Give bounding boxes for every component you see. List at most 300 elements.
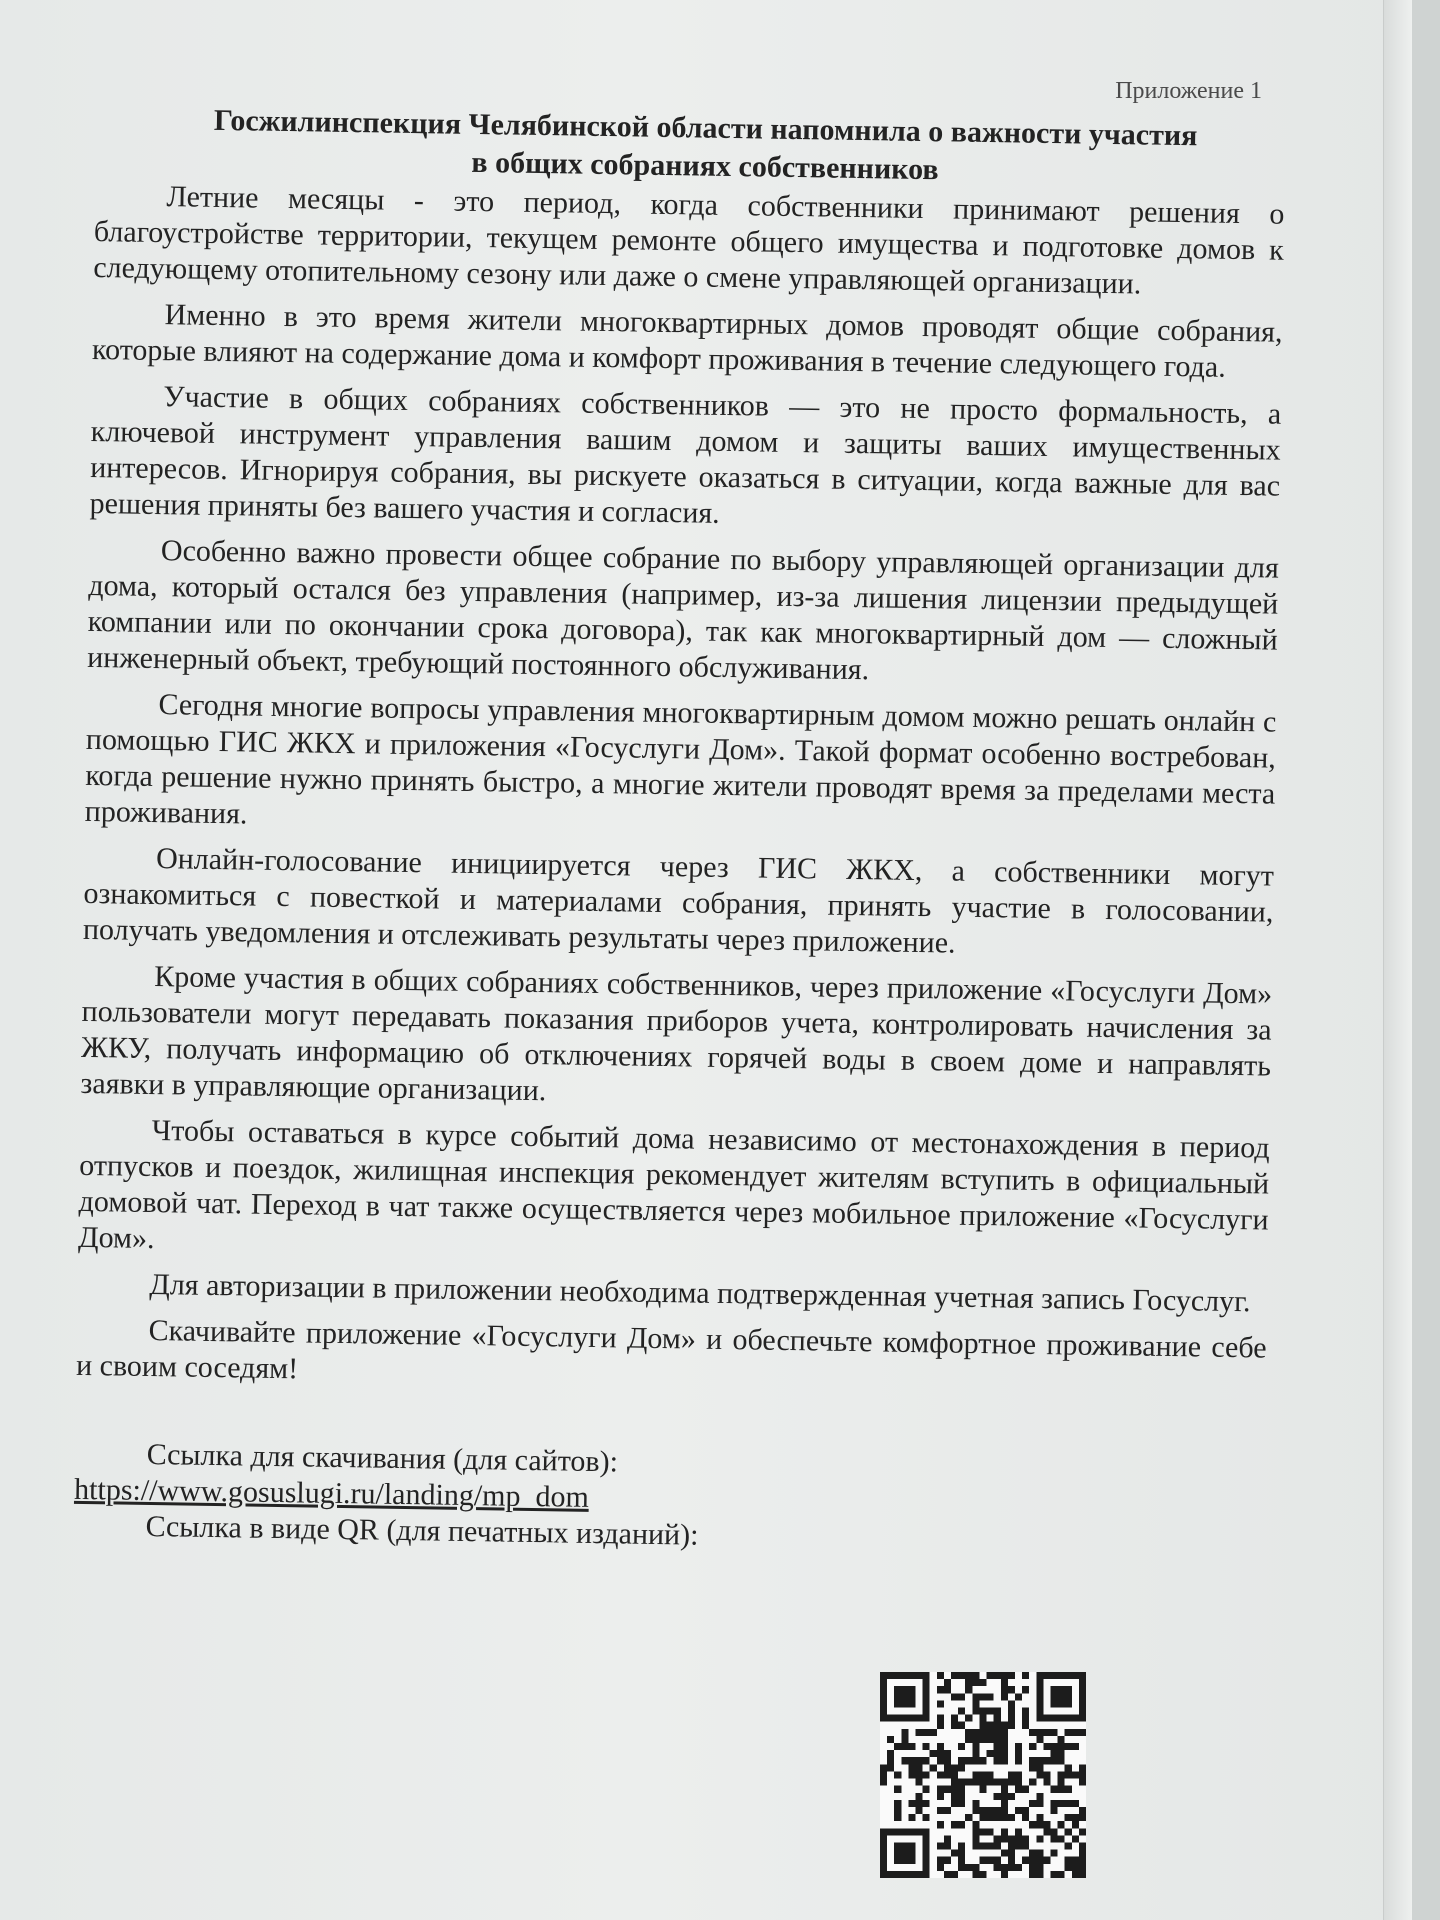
- qr-module: [979, 1771, 986, 1778]
- qr-module: [1015, 1828, 1022, 1835]
- qr-module: [1001, 1686, 1008, 1693]
- qr-module: [916, 1871, 923, 1878]
- qr-module: [1001, 1729, 1008, 1736]
- document-body: [73, 100, 1286, 1563]
- qr-module: [972, 1864, 979, 1871]
- qr-module: [894, 1700, 901, 1707]
- qr-module: [880, 1672, 887, 1679]
- qr-module: [1043, 1672, 1050, 1679]
- qr-module: [1058, 1757, 1065, 1764]
- qr-module: [1015, 1750, 1022, 1757]
- qr-module: [1079, 1857, 1086, 1864]
- qr-module: [937, 1700, 944, 1707]
- qr-module: [958, 1764, 965, 1771]
- qr-module: [1065, 1743, 1072, 1750]
- qr-module: [1050, 1715, 1057, 1722]
- qr-module: [1001, 1814, 1008, 1821]
- qr-module: [1058, 1786, 1065, 1793]
- qr-module: [1079, 1693, 1086, 1700]
- qr-module: [894, 1715, 901, 1722]
- qr-module: [944, 1750, 951, 1757]
- qr-module: [901, 1672, 908, 1679]
- qr-module: [972, 1708, 979, 1715]
- qr-module: [958, 1864, 965, 1871]
- qr-module: [908, 1842, 915, 1849]
- qr-module: [944, 1807, 951, 1814]
- qr-module: [1058, 1736, 1065, 1743]
- qr-module: [1058, 1686, 1065, 1693]
- qr-module: [901, 1700, 908, 1707]
- qr-module: [944, 1771, 951, 1778]
- qr-module: [958, 1800, 965, 1807]
- qr-module: [916, 1715, 923, 1722]
- qr-module: [901, 1715, 908, 1722]
- qr-module: [894, 1807, 901, 1814]
- qr-module: [1050, 1700, 1057, 1707]
- qr-module: [1043, 1821, 1050, 1828]
- qr-module: [1043, 1743, 1050, 1750]
- qr-module: [987, 1693, 994, 1700]
- qr-module: [1079, 1764, 1086, 1771]
- download-link-label: Ссылка для скачивания (для сайтов):: [146, 1437, 619, 1479]
- qr-module: [1065, 1771, 1072, 1778]
- qr-module: [965, 1729, 972, 1736]
- qr-module: [1058, 1800, 1065, 1807]
- qr-module: [1029, 1779, 1036, 1786]
- qr-module: [916, 1828, 923, 1835]
- qr-module: [1036, 1814, 1043, 1821]
- qr-module: [994, 1672, 1001, 1679]
- qr-module: [1079, 1814, 1086, 1821]
- qr-module: [944, 1764, 951, 1771]
- qr-module: [972, 1800, 979, 1807]
- qr-module: [923, 1871, 930, 1878]
- qr-module: [1065, 1857, 1072, 1864]
- qr-module: [1008, 1842, 1015, 1849]
- qr-module: [1050, 1672, 1057, 1679]
- qr-module: [1001, 1828, 1008, 1835]
- qr-module: [958, 1757, 965, 1764]
- qr-module: [944, 1679, 951, 1686]
- qr-module: [994, 1715, 1001, 1722]
- paragraph-2: Именно в это время жители многоквартирных домов проводят общие собрания, которые влияют на содержание дома и комфорт проживания в течение следующего года.: [91, 298, 1283, 384]
- qr-module: [1015, 1757, 1022, 1764]
- qr-module: [1058, 1750, 1065, 1757]
- paragraph-1: Летние месяцы - это период, когда собственники принимают решения о благоустройстве территории, текущем ремонте общего имущества и подготовке домов к следующему отопительному сезону или даже о смене управляющей организации.: [93, 180, 1285, 301]
- qr-module: [1015, 1771, 1022, 1778]
- qr-module: [1029, 1743, 1036, 1750]
- qr-module: [1008, 1814, 1015, 1821]
- qr-module: [1058, 1693, 1065, 1700]
- qr-module: [880, 1871, 887, 1878]
- qr-module: [908, 1700, 915, 1707]
- qr-module: [894, 1842, 901, 1849]
- qr-module: [937, 1686, 944, 1693]
- qr-module: [944, 1757, 951, 1764]
- qr-module: [1036, 1672, 1043, 1679]
- qr-module: [880, 1779, 887, 1786]
- qr-module: [923, 1800, 930, 1807]
- qr-module: [987, 1814, 994, 1821]
- qr-module: [1072, 1715, 1079, 1722]
- qr-module: [1001, 1850, 1008, 1857]
- qr-module: [1036, 1729, 1043, 1736]
- qr-module: [1079, 1672, 1086, 1679]
- qr-module: [1043, 1715, 1050, 1722]
- qr-module: [965, 1672, 972, 1679]
- qr-module: [1036, 1821, 1043, 1828]
- qr-module: [930, 1729, 937, 1736]
- qr-module: [1072, 1864, 1079, 1871]
- qr-module: [1008, 1793, 1015, 1800]
- qr-module: [901, 1729, 908, 1736]
- qr-module: [1022, 1814, 1029, 1821]
- qr-module: [994, 1835, 1001, 1842]
- qr-module: [1001, 1722, 1008, 1729]
- qr-module: [1065, 1842, 1072, 1849]
- qr-module: [994, 1757, 1001, 1764]
- qr-module: [1079, 1686, 1086, 1693]
- qr-module: [1065, 1800, 1072, 1807]
- qr-module: [916, 1757, 923, 1764]
- qr-module: [1036, 1800, 1043, 1807]
- qr-module: [1008, 1857, 1015, 1864]
- qr-module: [1022, 1715, 1029, 1722]
- qr-module: [1036, 1871, 1043, 1878]
- qr-module: [1043, 1857, 1050, 1864]
- qr-module: [972, 1743, 979, 1750]
- qr-module: [1036, 1793, 1043, 1800]
- qr-module: [994, 1779, 1001, 1786]
- download-link[interactable]: https://www.gosuslugi.ru/landing/mp_dom: [73, 1472, 590, 1514]
- qr-module: [1029, 1729, 1036, 1736]
- qr-module: [1029, 1857, 1036, 1864]
- qr-module: [923, 1743, 930, 1750]
- qr-module: [887, 1736, 894, 1743]
- qr-module: [923, 1700, 930, 1707]
- qr-module: [894, 1871, 901, 1878]
- qr-module: [979, 1871, 986, 1878]
- qr-module: [908, 1857, 915, 1864]
- qr-module: [1043, 1729, 1050, 1736]
- qr-module: [1065, 1686, 1072, 1693]
- qr-module: [951, 1793, 958, 1800]
- qr-module: [916, 1672, 923, 1679]
- qr-module: [972, 1871, 979, 1878]
- qr-module: [994, 1743, 1001, 1750]
- qr-module: [908, 1757, 915, 1764]
- qr-module: [908, 1828, 915, 1835]
- qr-module: [951, 1786, 958, 1793]
- qr-module: [880, 1842, 887, 1849]
- qr-module: [901, 1828, 908, 1835]
- qr-module: [944, 1786, 951, 1793]
- qr-module: [1008, 1708, 1015, 1715]
- qr-module: [901, 1757, 908, 1764]
- qr-module: [1050, 1743, 1057, 1750]
- qr-module: [951, 1871, 958, 1878]
- qr-module: [1079, 1828, 1086, 1835]
- qr-module: [979, 1757, 986, 1764]
- qr-module: [880, 1679, 887, 1686]
- qr-module: [923, 1857, 930, 1864]
- qr-module: [1065, 1672, 1072, 1679]
- qr-module: [972, 1679, 979, 1686]
- qr-module: [979, 1857, 986, 1864]
- qr-module: [987, 1779, 994, 1786]
- qr-module: [1079, 1779, 1086, 1786]
- qr-module: [987, 1672, 994, 1679]
- qr-module: [1008, 1686, 1015, 1693]
- paragraph-8: Чтобы оставаться в курсе событий дома независимо от местонахождения в период отпусков и поездок, жилищная инспекция рекомендует жителям вступить в официальный домовой чат. Переход в чат также осуществляется через мобильное приложение «Госуслуги Дом».: [77, 1114, 1270, 1256]
- qr-module: [1022, 1786, 1029, 1793]
- qr-module: [937, 1864, 944, 1871]
- qr-module: [1001, 1800, 1008, 1807]
- qr-module: [1050, 1757, 1057, 1764]
- qr-module: [937, 1722, 944, 1729]
- qr-module: [1008, 1864, 1015, 1871]
- qr-module: [887, 1715, 894, 1722]
- qr-module: [1036, 1757, 1043, 1764]
- qr-module: [1058, 1871, 1065, 1878]
- qr-module: [1001, 1750, 1008, 1757]
- qr-module: [1036, 1686, 1043, 1693]
- qr-module: [880, 1708, 887, 1715]
- qr-module: [923, 1842, 930, 1849]
- qr-module: [951, 1672, 958, 1679]
- qr-module: [930, 1764, 937, 1771]
- qr-module: [965, 1757, 972, 1764]
- qr-module: [972, 1842, 979, 1849]
- qr-module: [1008, 1850, 1015, 1857]
- qr-module: [994, 1736, 1001, 1743]
- qr-module: [908, 1686, 915, 1693]
- qr-module: [908, 1743, 915, 1750]
- qr-module: [923, 1686, 930, 1693]
- qr-module: [1072, 1814, 1079, 1821]
- qr-module: [1050, 1835, 1057, 1842]
- qr-module: [979, 1679, 986, 1686]
- qr-module: [987, 1857, 994, 1864]
- qr-module: [1022, 1672, 1029, 1679]
- qr-module: [1058, 1700, 1065, 1707]
- qr-module: [944, 1871, 951, 1878]
- qr-module: [972, 1700, 979, 1707]
- qr-module: [1043, 1757, 1050, 1764]
- qr-module: [887, 1764, 894, 1771]
- qr-module: [1072, 1771, 1079, 1778]
- qr-module: [1043, 1771, 1050, 1778]
- qr-module: [965, 1779, 972, 1786]
- qr-module: [937, 1750, 944, 1757]
- qr-module: [1058, 1672, 1065, 1679]
- qr-module: [894, 1771, 901, 1778]
- qr-module: [1015, 1842, 1022, 1849]
- qr-module: [979, 1828, 986, 1835]
- qr-module: [880, 1835, 887, 1842]
- qr-module: [958, 1821, 965, 1828]
- qr-module: [1036, 1850, 1043, 1857]
- qr-module: [1065, 1715, 1072, 1722]
- qr-module: [1029, 1764, 1036, 1771]
- qr-module: [987, 1750, 994, 1757]
- qr-module: [1022, 1686, 1029, 1693]
- qr-module: [894, 1800, 901, 1807]
- qr-module: [979, 1715, 986, 1722]
- qr-module: [1065, 1700, 1072, 1707]
- qr-module: [1043, 1828, 1050, 1835]
- qr-module: [1001, 1736, 1008, 1743]
- qr-module: [1036, 1700, 1043, 1707]
- qr-module: [958, 1850, 965, 1857]
- qr-module: [958, 1693, 965, 1700]
- qr-module: [1079, 1842, 1086, 1849]
- qr-module: [1058, 1771, 1065, 1778]
- qr-module: [1015, 1786, 1022, 1793]
- qr-module: [1022, 1722, 1029, 1729]
- qr-module: [901, 1857, 908, 1864]
- qr-module: [916, 1729, 923, 1736]
- qr-module: [916, 1800, 923, 1807]
- qr-module: [1022, 1842, 1029, 1849]
- qr-module: [1029, 1800, 1036, 1807]
- qr-module: [923, 1771, 930, 1778]
- qr-module: [1079, 1871, 1086, 1878]
- links-section: [73, 1436, 1265, 1563]
- qr-module: [1065, 1864, 1072, 1871]
- title-line-2: в общих собраниях собственников: [471, 145, 939, 187]
- qr-module: [923, 1835, 930, 1842]
- qr-module: [965, 1686, 972, 1693]
- qr-module: [1008, 1672, 1015, 1679]
- qr-module: [894, 1693, 901, 1700]
- qr-module: [894, 1743, 901, 1750]
- qr-module: [972, 1835, 979, 1842]
- qr-module: [979, 1842, 986, 1849]
- qr-module: [1079, 1715, 1086, 1722]
- qr-module: [1008, 1771, 1015, 1778]
- qr-module: [1043, 1779, 1050, 1786]
- qr-module: [880, 1850, 887, 1857]
- qr-module: [908, 1715, 915, 1722]
- qr-module: [1008, 1700, 1015, 1707]
- qr-module: [1072, 1729, 1079, 1736]
- qr-module: [923, 1828, 930, 1835]
- qr-module: [979, 1729, 986, 1736]
- qr-module: [979, 1736, 986, 1743]
- qr-module: [1072, 1743, 1079, 1750]
- qr-module: [1050, 1828, 1057, 1835]
- qr-module: [994, 1842, 1001, 1849]
- qr-module: [1015, 1779, 1022, 1786]
- qr-module: [1050, 1750, 1057, 1757]
- qr-module: [994, 1864, 1001, 1871]
- qr-module: [944, 1842, 951, 1849]
- qr-module: [901, 1842, 908, 1849]
- qr-module: [1029, 1850, 1036, 1857]
- qr-module: [887, 1828, 894, 1835]
- qr-module: [880, 1693, 887, 1700]
- qr-module: [1029, 1757, 1036, 1764]
- qr-module: [1079, 1679, 1086, 1686]
- qr-module: [908, 1850, 915, 1857]
- qr-module: [951, 1850, 958, 1857]
- qr-module: [887, 1757, 894, 1764]
- qr-module: [958, 1842, 965, 1849]
- qr-module: [1065, 1786, 1072, 1793]
- qr-module: [908, 1764, 915, 1771]
- qr-module: [965, 1814, 972, 1821]
- qr-module: [1072, 1800, 1079, 1807]
- qr-module: [937, 1807, 944, 1814]
- qr-module: [923, 1864, 930, 1871]
- qr-module: [1036, 1693, 1043, 1700]
- qr-module: [987, 1708, 994, 1715]
- qr-module: [1015, 1693, 1022, 1700]
- qr-module: [1008, 1779, 1015, 1786]
- qr-module: [887, 1871, 894, 1878]
- qr-module: [894, 1672, 901, 1679]
- qr-module: [880, 1828, 887, 1835]
- qr-module: [951, 1821, 958, 1828]
- qr-module: [1036, 1864, 1043, 1871]
- qr-module: [880, 1700, 887, 1707]
- qr-module: [951, 1764, 958, 1771]
- qr-module: [1079, 1771, 1086, 1778]
- qr-module: [972, 1779, 979, 1786]
- qr-module: [1050, 1807, 1057, 1814]
- qr-module: [937, 1842, 944, 1849]
- qr-module: [916, 1793, 923, 1800]
- annex-label: Приложение 1: [1115, 78, 1262, 104]
- qr-module: [1072, 1835, 1079, 1842]
- qr-module: [1058, 1779, 1065, 1786]
- qr-module: [987, 1736, 994, 1743]
- paragraph-7: Кроме участия в общих собраниях собственников, через приложение «Госуслуги Дом» пользователи могут передавать показания приборов учета, контролировать начисления за ЖКУ, получать информацию об отключениях горячей воды в своем доме и направлять заявки в управляющие организации.: [80, 960, 1273, 1108]
- qr-module: [1029, 1864, 1036, 1871]
- qr-module: [1008, 1722, 1015, 1729]
- qr-link-label: Ссылка в виде QR (для печатных изданий):: [145, 1509, 699, 1552]
- qr-module: [951, 1800, 958, 1807]
- qr-module: [994, 1807, 1001, 1814]
- qr-module: [937, 1672, 944, 1679]
- qr-module: [923, 1708, 930, 1715]
- qr-module: [951, 1715, 958, 1722]
- qr-module: [1036, 1835, 1043, 1842]
- qr-module: [880, 1764, 887, 1771]
- qr-module: [987, 1722, 994, 1729]
- qr-module: [887, 1672, 894, 1679]
- qr-module: [1008, 1835, 1015, 1842]
- qr-module: [923, 1786, 930, 1793]
- qr-module: [979, 1708, 986, 1715]
- qr-module: [972, 1771, 979, 1778]
- qr-module: [923, 1850, 930, 1857]
- qr-module: [1079, 1700, 1086, 1707]
- qr-module: [972, 1750, 979, 1757]
- qr-module: [1022, 1708, 1029, 1715]
- qr-module: [1036, 1715, 1043, 1722]
- qr-module: [994, 1857, 1001, 1864]
- qr-module: [901, 1850, 908, 1857]
- qr-module: [1065, 1729, 1072, 1736]
- qr-module: [1050, 1800, 1057, 1807]
- qr-module: [987, 1842, 994, 1849]
- qr-module: [880, 1715, 887, 1722]
- qr-module: [1008, 1715, 1015, 1722]
- qr-module: [916, 1764, 923, 1771]
- qr-module: [937, 1821, 944, 1828]
